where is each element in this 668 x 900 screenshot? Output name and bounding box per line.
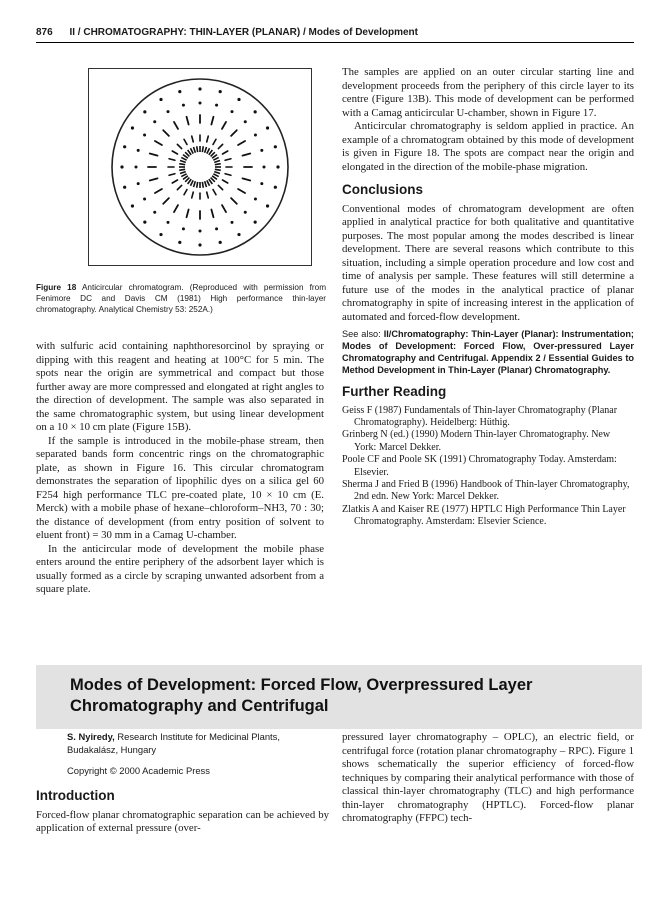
origin-spot: [254, 198, 257, 201]
figure-caption: [36, 283, 326, 315]
figure-18-anticircular-chromatogram: [88, 68, 312, 266]
see-also-label: See also:: [342, 329, 381, 339]
author-name: S. Nyiredy,: [67, 731, 115, 742]
central-band-spot: [205, 147, 207, 153]
central-band-spot: [180, 172, 186, 174]
elongated-spot: [177, 185, 181, 189]
origin-spot: [274, 145, 277, 148]
left-paragraph: If the sample is introduced in the mobile-phase stream, then separated bands form concentric rings on the chromatographic plate, as shown in Figure 16. This circular chromatogram demonstrates the separation of lipophilic dyes on a silica gel 60 F254 high performance TLC pre-coated plate, 10 × 10 cm (E. Merck) with a mobile phase of hexane–chloroform–NH3, 70 : 30; the distance of development (from entry position of solvent to eluent front) = 30 mm in a Camag U-chamber.: [36, 434, 324, 541]
author-affiliation: Research Institute for Medicinal Plants, Budakalász, Hungary: [67, 731, 280, 755]
central-band-spot: [215, 169, 221, 170]
elongated-spot: [222, 122, 226, 129]
origin-spot: [254, 221, 257, 224]
elongated-spot: [169, 174, 175, 176]
central-band-spot: [194, 181, 196, 187]
origin-spot: [260, 149, 263, 152]
central-band-spot: [213, 174, 218, 177]
reference-item: Zlatkis A and Kaiser RE (1977) HPTLC High Performance Thin Layer Chromatography. Amsterdam: Elsevier Science.: [342, 503, 626, 528]
running-header: [36, 27, 634, 43]
right-column: [342, 66, 634, 529]
right-paragraph: Anticircular chromatography is seldom applied in practice. An example of a chromatogram obtained by this mode of development is given in Figure 18. The spots are compact near the origin and elongated in the direction of the mobile-phase migration.: [342, 120, 634, 173]
origin-spot: [137, 182, 140, 185]
origin-spot: [131, 204, 134, 207]
elongated-spot: [192, 136, 194, 142]
elongated-spot: [211, 117, 213, 125]
central-band-spot: [180, 161, 186, 163]
chromatogram-image: [89, 69, 311, 265]
origin-spot: [199, 102, 202, 105]
plate-outer-ring: [112, 79, 288, 255]
origin-spot: [237, 98, 240, 101]
elongated-spot: [174, 205, 178, 212]
elongated-spot: [187, 117, 189, 125]
introduction-right: [342, 731, 634, 826]
origin-spot: [159, 98, 162, 101]
central-band-spot: [207, 148, 210, 153]
origin-spot: [143, 198, 146, 201]
central-band-spot: [197, 182, 198, 188]
origin-spot: [244, 120, 247, 123]
elongated-spot: [172, 180, 177, 183]
origin-spot: [263, 166, 266, 169]
central-band-spot: [194, 147, 196, 153]
central-band-spot: [207, 180, 210, 185]
central-band-spot: [214, 161, 220, 163]
article-title: Modes of Development: Forced Flow, Overpressured Layer Chromatography and Centrifugal: [70, 676, 533, 715]
elongated-spot: [184, 139, 187, 144]
elongated-spot: [169, 159, 175, 161]
central-band-spot: [181, 174, 186, 177]
central-band-spot: [213, 157, 218, 160]
left-column: [36, 340, 324, 597]
running-title: II / CHROMATOGRAPHY: THIN-LAYER (PLANAR) / Modes of Development: [69, 27, 418, 38]
origin-spot: [274, 186, 277, 189]
elongated-spot: [207, 136, 209, 142]
intro-paragraph-left: Forced-flow planar chromatographic separation can be achieved by application of external pressure (over-: [36, 808, 329, 834]
origin-spot: [131, 126, 134, 129]
origin-spot: [178, 241, 181, 244]
left-paragraph: In the anticircular mode of development the mobile phase enters around the entire periphery of the adsorbent layer which is usually formed as a circle by scraping unwanted adsorbent from a square plate.: [36, 542, 324, 595]
elongated-spot: [243, 154, 251, 156]
elongated-spot: [187, 210, 189, 218]
elongated-spot: [192, 192, 194, 198]
origin-spot: [182, 227, 185, 230]
origin-spot: [167, 221, 170, 224]
conclusions-heading: Conclusions: [342, 182, 424, 197]
origin-spot: [182, 104, 185, 107]
central-band-spot: [190, 180, 193, 185]
origin-spot: [143, 134, 146, 137]
central-band-spot: [202, 182, 203, 188]
elongated-spot: [238, 189, 245, 193]
caption-text: Anticircular chromatogram. (Reproduced with permission from Fenimore DC and Davis CM (1981) High performance thin-layer chromatography. Analytical Chemistry 53: 252A.): [36, 283, 327, 314]
central-band-spot: [215, 164, 221, 165]
central-band-spot: [179, 169, 185, 170]
elongated-spot: [155, 141, 162, 145]
origin-spot: [231, 110, 234, 113]
origin-spot: [159, 233, 162, 236]
origin-spot: [237, 233, 240, 236]
origin-spot: [219, 241, 222, 244]
reference-item: Poole CF and Poole SK (1991) Chromatography Today. Amsterdam: Elsevier.: [342, 454, 617, 478]
origin-spot: [219, 90, 222, 93]
page-number: 876: [36, 27, 53, 38]
origin-spot: [254, 110, 257, 113]
elongated-spot: [222, 205, 226, 212]
elongated-spot: [231, 198, 237, 204]
origin-spot: [198, 87, 201, 90]
elongated-spot: [213, 190, 216, 195]
elongated-spot: [163, 198, 169, 204]
elongated-spot: [231, 130, 237, 136]
elongated-spot: [174, 122, 178, 129]
origin-spot: [199, 230, 202, 233]
central-band-spot: [190, 148, 193, 153]
see-also-text[interactable]: II/Chromatography: Thin-Layer (Planar): Instrumentation; Modes of Development: Forced Flow, Over-pressured Layer Chromatography and Centrifugal. Appendix 2 / Essential Guides to Method Development in Thin-Layer (Planar) Chromatography.: [342, 329, 634, 375]
reference-item: Grinberg N (ed.) (1990) Modern Thin-layer Chromatography. New York: Marcel Dekker.: [342, 429, 611, 453]
introduction-left: [36, 789, 329, 836]
elongated-spot: [213, 139, 216, 144]
origin-spot: [260, 182, 263, 185]
elongated-spot: [225, 174, 231, 176]
central-band-spot: [205, 181, 207, 187]
article-title-band: [36, 665, 642, 729]
left-paragraph: with sulfuric acid containing naphthoresorcinol by spraying or dipping with this reagent and heating at 100°C for 5 min. The spots near the origin are symmetrical and compact but those further away are more compressed and elongated at right angles to the direction of development. The sample was also separated in the same chromatographic system, but using linear development on a 10 × 10 cm plate (Figure 15B).: [36, 340, 324, 433]
elongated-spot: [150, 178, 158, 180]
copyright-line: Copyright © 2000 Academic Press: [67, 765, 210, 777]
origin-spot: [178, 90, 181, 93]
elongated-spot: [218, 185, 222, 189]
origin-spot: [266, 204, 269, 207]
author-line: [67, 731, 329, 756]
origin-spot: [120, 165, 123, 168]
origin-spot: [135, 166, 138, 169]
origin-spot: [266, 126, 269, 129]
origin-spot: [244, 211, 247, 214]
origin-spot: [137, 149, 140, 152]
elongated-spot: [211, 210, 213, 218]
reference-list: [342, 405, 634, 529]
origin-spot: [143, 221, 146, 224]
origin-spot: [231, 221, 234, 224]
caption-label: Figure 18: [36, 283, 77, 292]
origin-spot: [167, 110, 170, 113]
elongated-spot: [238, 141, 245, 145]
origin-spot: [254, 134, 257, 137]
reference-item: Geiss F (1987) Fundamentals of Thin-layer Chromatography (Planar Chromatography). Heidelberg: Hüthig.: [342, 404, 618, 428]
origin-spot: [153, 211, 156, 214]
elongated-spot: [223, 151, 228, 154]
central-band-spot: [202, 146, 203, 152]
central-band-spot: [197, 146, 198, 152]
elongated-spot: [207, 192, 209, 198]
elongated-spot: [223, 180, 228, 183]
elongated-spot: [150, 154, 158, 156]
elongated-spot: [172, 151, 177, 154]
introduction-heading: Introduction: [36, 788, 115, 803]
origin-spot: [153, 120, 156, 123]
elongated-spot: [225, 159, 231, 161]
elongated-spot: [218, 144, 222, 148]
origin-spot: [215, 227, 218, 230]
elongated-spot: [184, 190, 187, 195]
further-reading-heading: Further Reading: [342, 384, 447, 399]
central-band-spot: [181, 157, 186, 160]
elongated-spot: [155, 189, 162, 193]
elongated-spot: [163, 130, 169, 136]
right-paragraph: The samples are applied on an outer circular starting line and development proceeds from the periphery of this circle layer to its centre (Figure 13B). This mode of development can be performed with a Camag anticircular U-chamber, shown in Figure 17.: [342, 66, 634, 119]
author-block: [67, 731, 329, 776]
origin-spot: [276, 165, 279, 168]
origin-spot: [198, 243, 201, 246]
central-band-spot: [214, 172, 220, 174]
see-also: [342, 328, 634, 376]
origin-spot: [143, 110, 146, 113]
central-band-spot: [179, 164, 185, 165]
origin-spot: [123, 145, 126, 148]
origin-spot: [215, 104, 218, 107]
origin-spot: [123, 186, 126, 189]
reference-item: Sherma J and Fried B (1996) Handbook of Thin-layer Chromatography, 2nd edn. New York: Marcel Dekker.: [342, 478, 630, 503]
elongated-spot: [177, 144, 181, 148]
intro-paragraph-right: pressured layer chromatography – OPLC), an electric field, or centrifugal force (rotation planar chromatography – RPC). Figure 1 shows schematically the superior efficiency of forced-flow techniques by comparing their analytical performance with those of classical thin-layer chromatography (TLC) and high performance thin-layer chromatography (HPTLC). Forced-flow planar chromatography (FFPC) tech-: [342, 731, 635, 824]
conclusions-paragraph: Conventional modes of chromatogram development are often applied in analytical practice for both qualitative and quantitative purposes. The most popular among the modes described is linear development. There are several reasons which contribute to this situation, including a simple operation procedure and low cost and time of analysis per sample. These features will still determine a future use of the modes in the analytical practice of planar chromatography in spite of increasing interest in the application of automated and forced-flow development.: [342, 202, 634, 323]
elongated-spot: [243, 178, 251, 180]
